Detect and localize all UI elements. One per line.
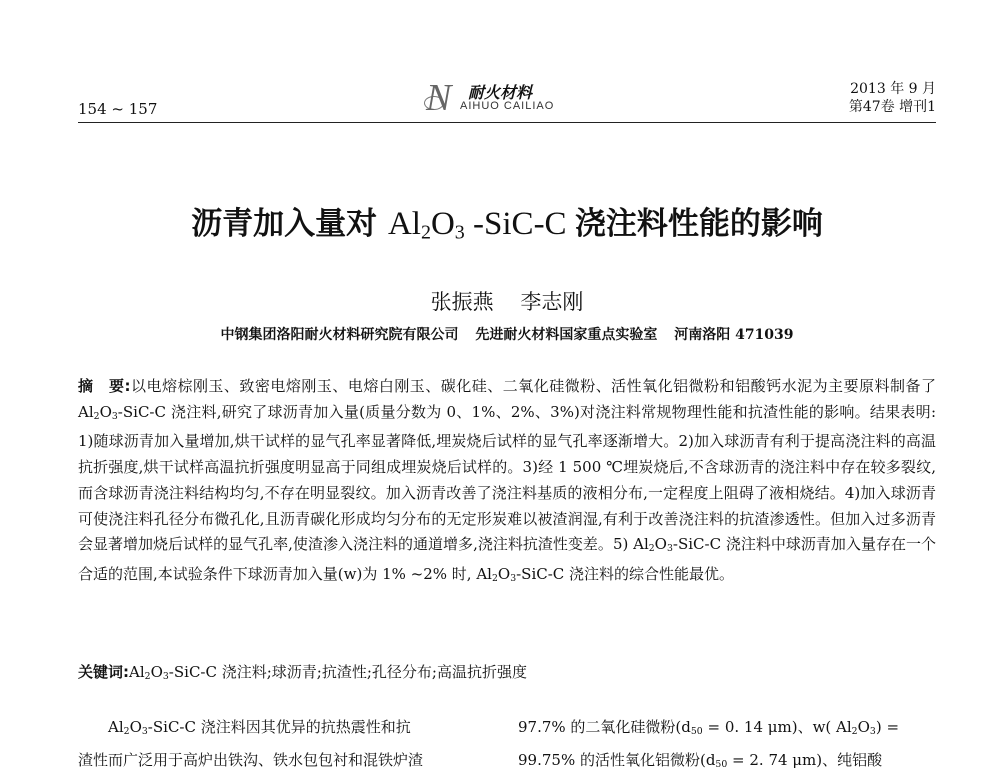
title-al: Al <box>387 206 421 242</box>
keywords-sub: 3 <box>162 671 169 683</box>
keywords-text-3: -SiC-C 浇注料;球沥青;抗渣性;孔径分布;高温抗折强度 <box>168 663 527 681</box>
title-formula <box>388 206 575 242</box>
body-line: 渣性而广泛用于高炉出铁沟、铁水包包衬和混铁炉渣 <box>78 751 424 770</box>
title-sub-3: 3 <box>454 221 465 244</box>
paper-title <box>78 198 936 244</box>
abstract-text-5: -SiC-C 浇注料中球沥青加入量存在一个合适的范围,本试验条件下球沥青加入量(w)为 1% ~2% 时, Al <box>78 535 936 583</box>
abstract-sub: 3 <box>111 410 118 422</box>
abstract-sub: 3 <box>510 573 517 585</box>
body-sub: 50 <box>715 759 728 771</box>
affiliation-location: 河南洛阳 471039 <box>674 327 794 343</box>
body-text: 99.75% 的活性氧化铝微粉(d <box>518 751 716 770</box>
body-line <box>78 713 498 746</box>
author-1: 张振燕 <box>430 290 494 314</box>
body-text: ) = <box>875 718 900 736</box>
abstract-sub: 2 <box>93 410 100 422</box>
body-column-left <box>78 713 498 775</box>
body-text: Al <box>108 718 124 736</box>
abstract-text-2: O <box>99 402 112 421</box>
journal-name-en: AIHUO CAILIAO <box>460 100 555 112</box>
keywords-text-2: O <box>150 663 163 681</box>
authors <box>78 286 936 316</box>
title-formula-rest: -SiC-C <box>464 206 575 242</box>
page-header <box>78 78 936 122</box>
body-line <box>518 746 936 779</box>
abstract-text-7: -SiC-C 浇注料的综合性能最优。 <box>516 564 735 583</box>
title-o: O <box>430 206 455 242</box>
body-sub: 3 <box>141 726 148 738</box>
body-sub: 50 <box>690 726 703 738</box>
issue-volume: 第47卷 增刊1 <box>848 99 936 115</box>
keywords-text-1: Al <box>129 663 145 681</box>
body-text: O <box>857 718 870 736</box>
affiliation-lab: 先进耐火材料国家重点实验室 <box>475 327 658 343</box>
author-2: 李志刚 <box>520 290 584 314</box>
body-column-right <box>518 713 936 779</box>
keywords-label: 关键词: <box>78 663 129 681</box>
abstract <box>78 374 936 592</box>
title-suffix: 浇注料性能的影响 <box>574 206 823 242</box>
issue-info <box>849 80 936 116</box>
body-sub: 3 <box>869 726 876 738</box>
title-prefix: 沥青加入量对 <box>191 206 388 242</box>
body-sub: 2 <box>851 726 858 738</box>
body-text: = 2. 74 μm)、纯铝酸 <box>727 751 883 770</box>
abstract-label: 摘 要: <box>78 377 131 395</box>
journal-logo <box>426 77 596 120</box>
body-sub: 2 <box>123 726 130 738</box>
body-text: = 0. 14 μm)、w( Al <box>702 718 852 736</box>
affiliation-org: 中钢集团洛阳耐火材料研究院有限公司 <box>220 327 459 343</box>
title-sub-2: 2 <box>420 221 431 244</box>
abstract-sub: 2 <box>648 543 655 555</box>
header-rule <box>78 122 936 123</box>
body-text: 97.7% 的二氧化硅微粉(d <box>518 718 691 736</box>
body-text: O <box>129 718 142 736</box>
page-range: 154 ~ 157 <box>78 100 158 118</box>
keywords <box>78 661 936 682</box>
body-line <box>518 713 936 746</box>
abstract-sub: 3 <box>666 543 673 555</box>
keywords-sub: 2 <box>144 671 151 683</box>
logo-letter-n: N <box>426 77 452 119</box>
abstract-text-1: 以电熔棕刚玉、致密电熔刚玉、电熔白刚玉、碳化硅、二氧化硅微粉、活性氧化铝微粉和铝酸钙水泥为主要原料制备了 Al <box>78 377 937 421</box>
journal-name-cn: 耐火材料 <box>468 83 533 102</box>
abstract-text-4: O <box>654 535 667 554</box>
affiliation <box>78 324 936 344</box>
issue-date: 2013 年 9 月 <box>850 81 936 97</box>
body-text: -SiC-C 浇注料因其优异的抗热震性和抗 <box>147 718 411 736</box>
abstract-sub: 2 <box>491 573 498 585</box>
abstract-text-6: O <box>497 564 511 583</box>
abstract-text-3: -SiC-C 浇注料,研究了球沥青加入量(质量分数为 0、1%、2%、3%)对浇注料常规物理性能和抗渣性能的影响。结果表明: 1)随球沥青加入量增加,烘干试样的显气孔率显著降低,埋炭烧后试样的显气孔率逐渐增大。2)加入球沥青有利于提高浇注料的高温抗折强度,烘干试样高温抗折强度明显高于同组成埋炭烧后试样的。3)经 1 500 ℃埋炭烧后,不含球沥青的浇注料中存在较多裂纹,而含球沥青浇注料结构均匀,不存在明显裂纹。加入沥青改善了浇注料基质的液相分布,一定程度上阻碍了液相烧结。4)加入球沥青可使浇注料孔径分布微孔化,且沥青碳化形成均匀分布的无定形炭难以被渣润湿,有利于改善浇注料的抗渣渗透性。但加入过多沥青会显著增加烧后试样的显气孔率,使渣渗入浇注料的通道增多,浇注料抗渣性变差。5) Al <box>78 402 936 554</box>
